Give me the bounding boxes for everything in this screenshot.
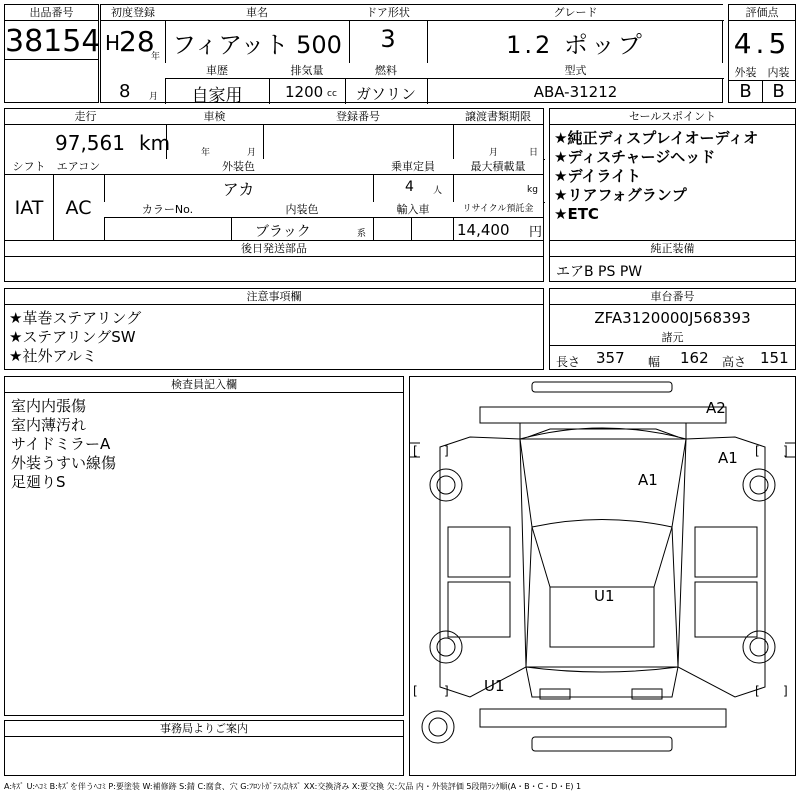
transfer-doc-label: 譲渡書類期限 (453, 109, 543, 125)
capacity: 4 (405, 179, 414, 195)
fuel-label: 燃料 (345, 63, 427, 79)
sales-point-item: ★純正ディスプレイオーディオ (554, 129, 759, 147)
recycle-fee: 14,400 (457, 221, 510, 239)
int-color-label: 内装色 (231, 202, 373, 218)
yen-unit: 円 (529, 225, 543, 240)
score-block (728, 4, 796, 103)
displacement-label: 排気量 (269, 63, 345, 79)
lot-number-label: 出品番号 (5, 5, 98, 21)
inspector-label: 検査員記入欄 (5, 377, 403, 393)
svg-text:]: ] (444, 444, 449, 458)
mileage: 97,561 (55, 131, 125, 155)
lot-number-extra (4, 59, 99, 103)
inspector-note: サイドミラーA (11, 435, 111, 453)
vehicle-header-block (100, 4, 723, 106)
inspection-month-unit: 月 (247, 148, 257, 158)
svg-text:[: [ (755, 684, 760, 698)
inspector-note: 足廻りS (11, 473, 66, 491)
reg-month: 8 (119, 81, 131, 102)
capacity-label: 乗車定員 (373, 159, 453, 175)
door-label: ドア形状 (349, 5, 427, 21)
lot-number: 38154 (5, 24, 101, 59)
recycle-label: リサイクル預託金 (453, 202, 543, 218)
reg-number-label: 登録番号 (263, 109, 453, 125)
inspection-year-unit: 年 (201, 148, 211, 158)
inspector-block (4, 376, 404, 716)
svg-text:]: ] (783, 684, 788, 698)
sales-points-label: セールスポイント (550, 109, 795, 125)
shift-label: シフト (5, 159, 53, 175)
reg-year: 28 (119, 25, 155, 58)
person-unit: 人 (433, 186, 443, 196)
mileage-block (4, 108, 544, 241)
damage-mark-u1-rear: U1 (484, 677, 505, 695)
first-registration-label: 初度登録 (101, 5, 165, 21)
legend: A:ｷｽﾞ U:ﾍｺﾐ B:ｷｽﾞを伴うﾍｺﾐ P:要塗装 W:補修跡 S:錆 C:腐食、穴 G:ﾌﾛﾝﾄｶﾞﾗｽ点ｷｽﾞ XX:交換済み X:要交換 欠:欠品 内・外装評価 5段階ﾗﾝｸ順(A・B・C・D・E) 1 (4, 782, 582, 791)
inspector-note: 室内薄汚れ (11, 416, 87, 434)
door-type: 3 (380, 25, 396, 53)
transfer-month-unit: 月 (489, 148, 499, 158)
sales-point-item: ★リアフォグランプ (554, 186, 687, 204)
chassis-number: ZFA3120000J568393 (594, 309, 751, 327)
height: 151 (760, 349, 789, 367)
ext-color: アカ (222, 180, 255, 199)
damage-mark-a2: A2 (706, 399, 726, 417)
genuine-equipment-block (549, 240, 796, 282)
svg-text:]: ] (444, 684, 449, 698)
mileage-label: 走行 (5, 109, 166, 125)
inspector-note: 外装うすい線傷 (11, 454, 117, 472)
car-diagram (409, 376, 796, 776)
later-parts-block (4, 240, 544, 282)
car-outline-icon (410, 377, 795, 775)
max-load-label: 最大積載量 (453, 159, 543, 175)
km-unit: km (139, 131, 171, 155)
office-label: 事務局よりご案内 (5, 721, 403, 737)
model-code-label: 型式 (427, 63, 724, 79)
aircon: AC (65, 197, 92, 219)
exterior-grade: B (739, 81, 752, 102)
import-label: 輸入車 (373, 202, 453, 218)
chassis-block (549, 288, 796, 370)
grade: 1.2 ポップ (506, 31, 645, 59)
damage-mark-a1-side: A1 (718, 449, 738, 467)
inspector-note: 室内内張傷 (11, 397, 87, 415)
length: 357 (596, 349, 625, 367)
later-parts-label: 後日発送部品 (5, 241, 543, 257)
int-color: ブラック (255, 224, 311, 240)
year-unit: 年 (151, 52, 161, 62)
ext-color-label: 外装色 (104, 159, 373, 175)
evaluation-score: 4.5 (733, 27, 791, 60)
kg-unit: kg (527, 185, 538, 195)
era: H (105, 31, 121, 55)
vehicle-history: 自家用 (191, 86, 243, 106)
note-item: ★社外アルミ (9, 347, 97, 365)
color-no-label: カラーNo. (104, 202, 231, 218)
sales-point-item: ★ETC (554, 205, 599, 223)
model-code: ABA-31212 (533, 83, 618, 101)
genuine-equipment: エアB PS PW (556, 264, 643, 280)
cc-unit: cc (327, 89, 337, 99)
interior-grade: B (772, 81, 785, 102)
lot-number-box (4, 4, 99, 60)
svg-text:]: ] (783, 444, 788, 458)
sales-point-item: ★デイライト (554, 167, 641, 185)
fuel-type: ガソリン (355, 85, 416, 103)
dims-label: 諸元 (550, 330, 795, 346)
sales-points-block (549, 108, 796, 241)
length-label: 長さ (556, 355, 581, 369)
width-label: 幅 (648, 355, 661, 369)
notes-block (4, 288, 544, 370)
svg-text:[: [ (413, 444, 418, 458)
month-unit: 月 (149, 92, 159, 102)
history-label: 車歴 (165, 63, 269, 79)
notes-label: 注意事項欄 (5, 289, 543, 305)
grade-label: グレード (427, 5, 724, 21)
inspection-label: 車検 (166, 109, 263, 125)
car-name-label: 車名 (165, 5, 349, 21)
damage-mark-a1-hood: A1 (638, 471, 658, 489)
car-name: フィアット 500 (172, 31, 342, 59)
sales-point-item: ★ディスチャージヘッド (554, 148, 716, 166)
damage-mark-u1-roof: U1 (594, 587, 615, 605)
note-item: ★ステアリングSW (9, 328, 136, 346)
displacement: 1200 (285, 83, 324, 101)
shift: IAT (14, 197, 44, 219)
aircon-label: エアコン (53, 159, 104, 175)
chassis-label: 車台番号 (550, 289, 795, 305)
note-item: ★革巻ステアリング (9, 309, 142, 327)
transfer-day-unit: 日 (529, 148, 539, 158)
office-block (4, 720, 404, 776)
svg-text:[: [ (755, 444, 760, 458)
width: 162 (680, 349, 709, 367)
height-label: 高さ (722, 355, 747, 369)
svg-text:[: [ (413, 684, 418, 698)
exterior-label: 外装 (729, 65, 762, 81)
genuine-equipment-label: 純正装備 (550, 241, 795, 257)
color-suffix: 系 (357, 229, 367, 239)
interior-label: 内装 (762, 65, 795, 81)
score-label: 評価点 (729, 5, 795, 21)
